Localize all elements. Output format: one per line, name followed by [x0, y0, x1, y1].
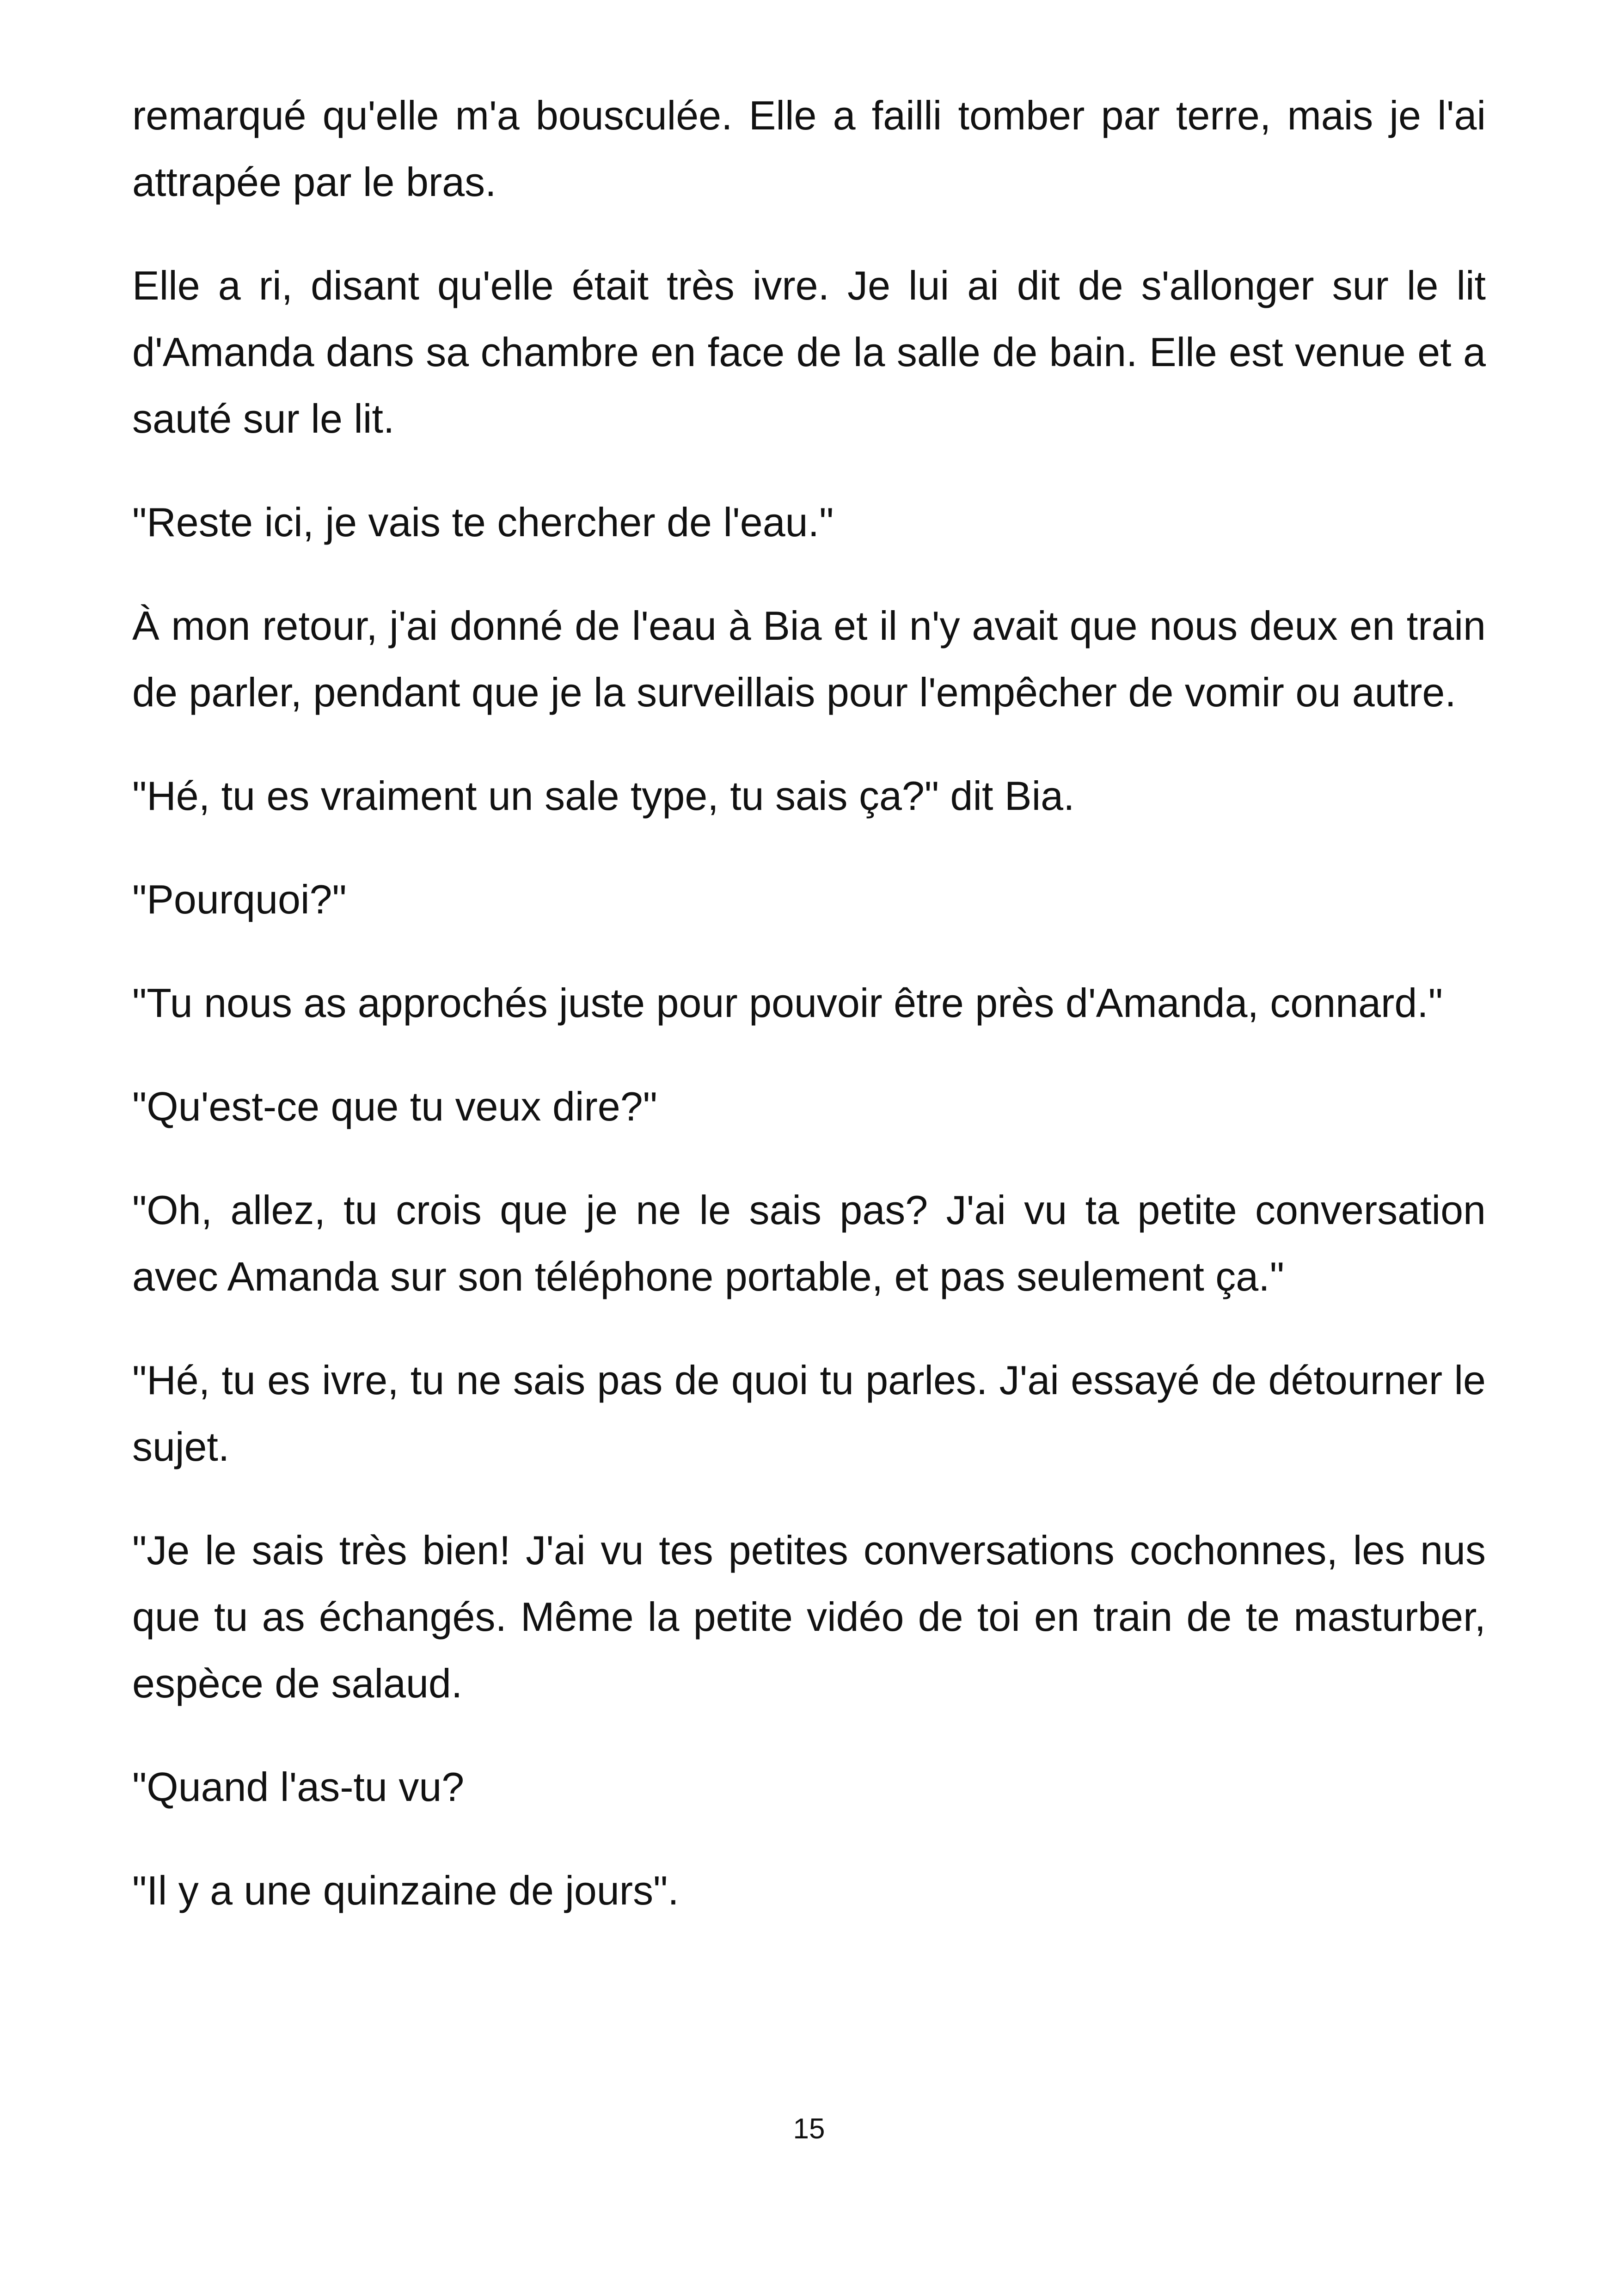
paragraph: "Je le sais très bien! J'ai vu tes petites conversations cochonnes, les nus que tu as échangés. Même la petite vidéo de toi en train de te masturber, espèce de salaud. — [132, 1527, 1486, 1706]
paragraph: "Tu nous as approchés juste pour pouvoir être près d'Amanda, connard." — [132, 980, 1443, 1026]
paragraph: Elle a ri, disant qu'elle était très ivre. Je lui ai dit de s'allonger sur le lit d'Amanda dans sa chambre en face de la salle de bain. Elle est venue et a sauté sur le lit. — [132, 263, 1486, 441]
paragraph: À mon retour, j'ai donné de l'eau à Bia et il n'y avait que nous deux en train de parler, pendant que je la surveillais pour l'empêcher de vomir ou autre. — [132, 603, 1486, 715]
paragraph: "Pourquoi?" — [132, 876, 347, 922]
paragraph: "Hé, tu es ivre, tu ne sais pas de quoi tu parles. J'ai essayé de détourner le sujet. — [132, 1357, 1486, 1469]
paragraph: "Hé, tu es vraiment un sale type, tu sais ça?" dit Bia. — [132, 773, 1075, 819]
page-number: 15 — [793, 2113, 825, 2145]
text-body — [132, 82, 1486, 1961]
paragraph: "Reste ici, je vais te chercher de l'eau." — [132, 499, 834, 545]
paragraph: "Qu'est-ce que tu veux dire?" — [132, 1084, 657, 1129]
paragraph: "Il y a une quinzaine de jours". — [132, 1867, 679, 1913]
paragraph: remarqué qu'elle m'a bousculée. Elle a failli tomber par terre, mais je l'ai attrapée par le bras. — [132, 92, 1486, 205]
paragraph: "Oh, allez, tu crois que je ne le sais pas? J'ai vu ta petite conversation avec Amanda sur son téléphone portable, et pas seulement ça." — [132, 1187, 1486, 1299]
paragraph: "Quand l'as-tu vu? — [132, 1764, 465, 1810]
